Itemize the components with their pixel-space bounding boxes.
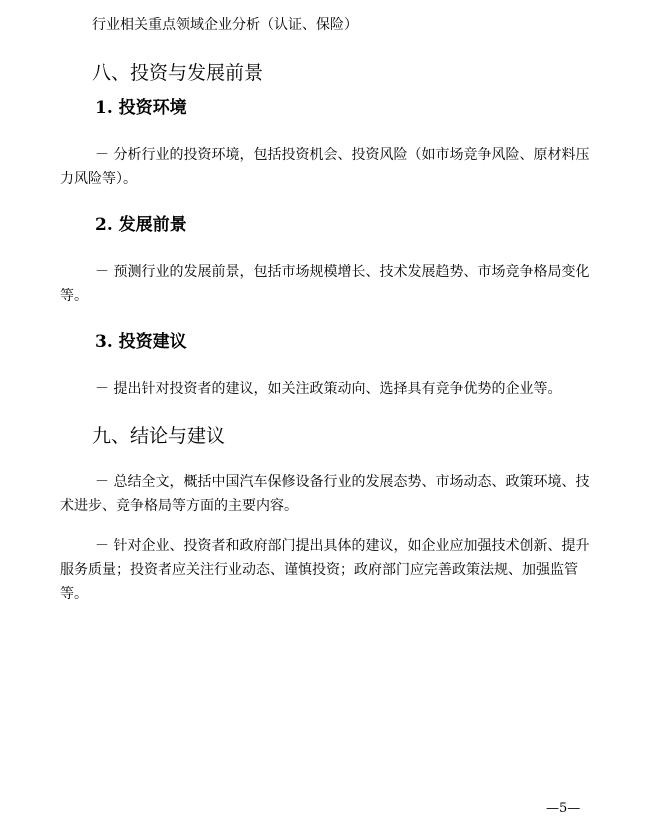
section-1-line-1: － 分析行业的投资环境，包括投资机会、投资风险（如市场竞争风险、原材料压 — [95, 147, 590, 163]
section-2-line-1: － 预测行业的发展前景，包括市场规模增长、技术发展趋势、市场竞争格局变化 — [95, 264, 590, 280]
section-2-title: 2. 发展前景 — [95, 215, 187, 235]
conclusion-paragraph-2-line-1: － 针对企业、投资者和政府部门提出具体的建议，如企业应加强技术创新、提升 — [95, 538, 590, 554]
conclusion-paragraph-2-line-2: 服务质量；投资者应关注行业动态、谨慎投资；政府部门应完善政策法规、加强监管 — [60, 562, 578, 578]
section-1-line-2: 力风险等）。 — [60, 171, 137, 187]
conclusion-paragraph-2-line-3: 等。 — [60, 586, 88, 602]
section-1-title: 1. 投资环境 — [95, 98, 187, 118]
conclusion-paragraph-1-line-2: 术进步、竞争格局等方面的主要内容。 — [60, 498, 298, 514]
chapter-9-title: 九、结论与建议 — [92, 425, 226, 447]
page-number: —5— — [546, 801, 581, 816]
section-3-title: 3. 投资建议 — [95, 332, 187, 352]
chapter-8-title: 八、投资与发展前景 — [92, 62, 264, 84]
header-line: 行业相关重点领域企业分析（认证、保险） — [92, 17, 358, 33]
section-2-line-2: 等。 — [60, 288, 88, 304]
conclusion-paragraph-1-line-1: － 总结全文，概括中国汽车保修设备行业的发展态势、市场动态、政策环境、技 — [95, 474, 590, 490]
section-3-line-1: － 提出针对投资者的建议，如关注政策动向、选择具有竞争优势的企业等。 — [95, 381, 562, 397]
